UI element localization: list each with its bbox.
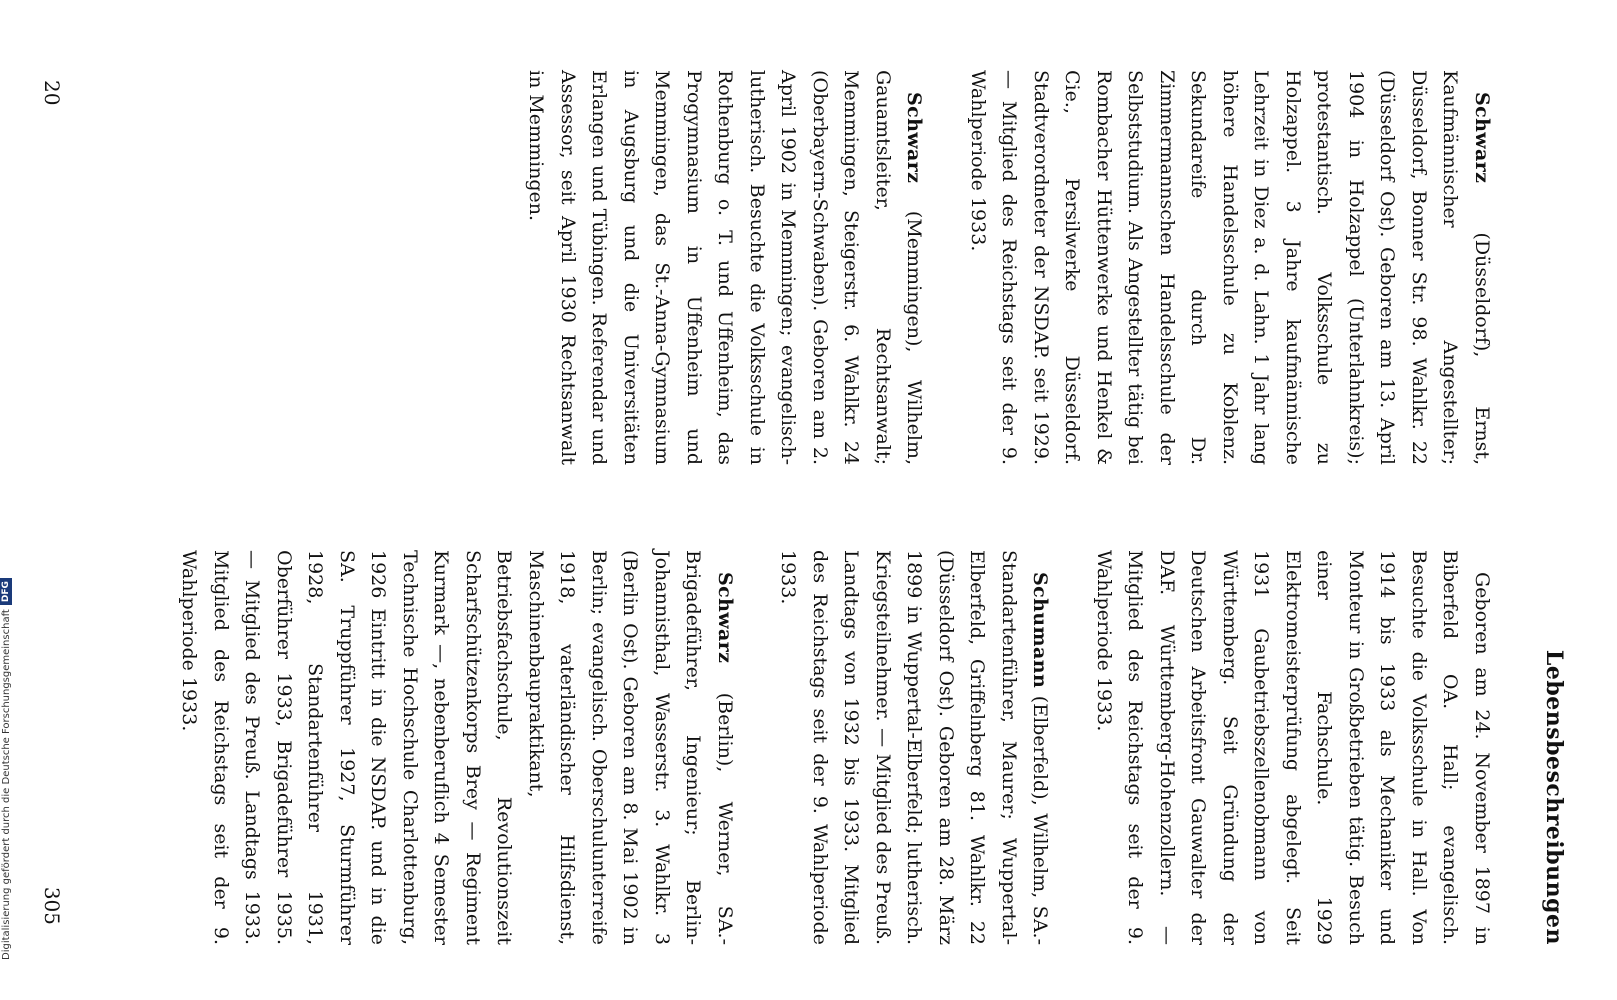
biography-entry — [520, 70, 930, 465]
entry-name: Schwarz — [714, 572, 736, 664]
entry-name: Schwarz — [903, 92, 926, 184]
biography-entry — [173, 550, 740, 945]
page-number-primary: 305 — [40, 886, 64, 925]
entry-name: Schumann — [1029, 572, 1052, 689]
entry-text: (Berlin), Werner, SA.-Brigadeführer, Ingenieur; Berlin-Johannisthal, Wasserstr. 3. Wahlkr. 3 (Berlin Ost). Geboren am 8. Mai 1902 in Berlin; evangelisch. Oberschulunterreife 1918, vaterländischer Hilfsdienst, Maschinenbaupraktikant, Betriebsfachschule, Revolutionszeit Scharfschützenkorps Brey — Regiment Kurmark —, nebenberuflich 4 Semester Technische Hochschule Charlottenburg, 1926 Eintritt in die NSDAP. und in die SA. Truppführer 1927, Sturmführer 1928, Standartenführer 1931, Oberführer 1933, Brigadeführer 1935. — Mitglied des Preuß. Landtags 1933. Mitglied des Reichstags seit der 9. Wahlperiode 1933. — [178, 550, 736, 945]
entry-text: Geboren am 24. November 1897 in Biberfeld OA. Hall; evangelisch. Besuchte die Volksschule in Hall. Von 1914 bis 1933 als Mechaniker und Monteur in Großbetrieben tätig. Besuch einer Fachschule. 1929 Elektromeisterprüfung abgelegt. Seit 1931 Gaubetriebszellenobmann von Württemberg. Seit Gründung der Deutschen Arbeitsfront Gauwalter der DAF. Württemberg-Hohenzollern. — Mitglied des Reichstags seit der 9. Wahlperiode 1933. — [1093, 550, 1493, 945]
entry-text: (Memmingen), Wilhelm, Gauamtsleiter, Rechtsanwalt; Memmingen, Steigerstr. 6. Wahlkr. 24 (Oberbayern-Schwaben). Geboren am 2. April 1902 in Memmingen; evangelisch-lutherisch. Besuchte die Volksschule in Rothenburg o. T. und Uffenheim, das Progymnasium in Uffenheim und Memmingen, das St.-Anna-Gymnasium in Augsburg und die Universitäten Erlangen und Tübingen. Referendar und Assessor, seit April 1930 Rechtsanwalt in Memmingen. — [525, 70, 926, 465]
digitization-credit — [0, 578, 12, 960]
page-content — [40, 70, 1567, 945]
entry-name: Schwarz — [1471, 92, 1493, 184]
page-number-secondary: 20 — [40, 80, 64, 106]
column-upper — [173, 550, 1497, 945]
dfg-logo: DFG — [0, 578, 12, 605]
biography-entry — [772, 550, 1056, 945]
entry-text: (Elberfeld), Wilhelm, SA.-Standartenführer, Maurer; Wuppertal-Elberfeld, Griffelnberg 81. Wahlkr. 22 (Düsseldorf Ost). Geboren am 28. März 1899 in Wuppertal-Elberfeld; lutherisch. Kriegsteilnehmer. — Mitglied des Preuß. Landtags von 1932 bis 1933. Mitglied des Reichstags seit der 9. Wahlperiode 1933. — [777, 550, 1052, 945]
biography-entry — [962, 70, 1498, 465]
entry-text: (Düsseldorf), Ernst, Kaufmännischer Angestellter; Düsseldorf, Bonner Str. 98. Wahlkr. 22 (Düsseldorf Ost). Geboren am 13. April 1904 in Holzappel (Unterlahnkreis); protestantisch. Volksschule zu Holzappel. 3 Jahre kaufmännische Lehrzeit in Diez a. d. Lahn. 1 Jahr lang höhere Handelsschule zu Koblenz. Sekundareife durch Dr. Zimmermannschen Handelsschule der Selbststudium. Als Angestellter tätig bei Rombacher Hüttenwerke und Henkel & Cie., Persilwerke Düsseldorf. Stadtverordneter der NSDAP. seit 1929. — Mitglied des Reichstags seit der 9. Wahlperiode 1933. — [967, 70, 1493, 465]
credit-text: Digitalisierung gefördert durch die Deutsche Forschungsgemeinschaft — [0, 609, 12, 960]
biography-entry — [1088, 550, 1498, 945]
column-lower — [520, 70, 1497, 465]
running-head-title: Lebensbeschreibungen — [1541, 649, 1567, 945]
